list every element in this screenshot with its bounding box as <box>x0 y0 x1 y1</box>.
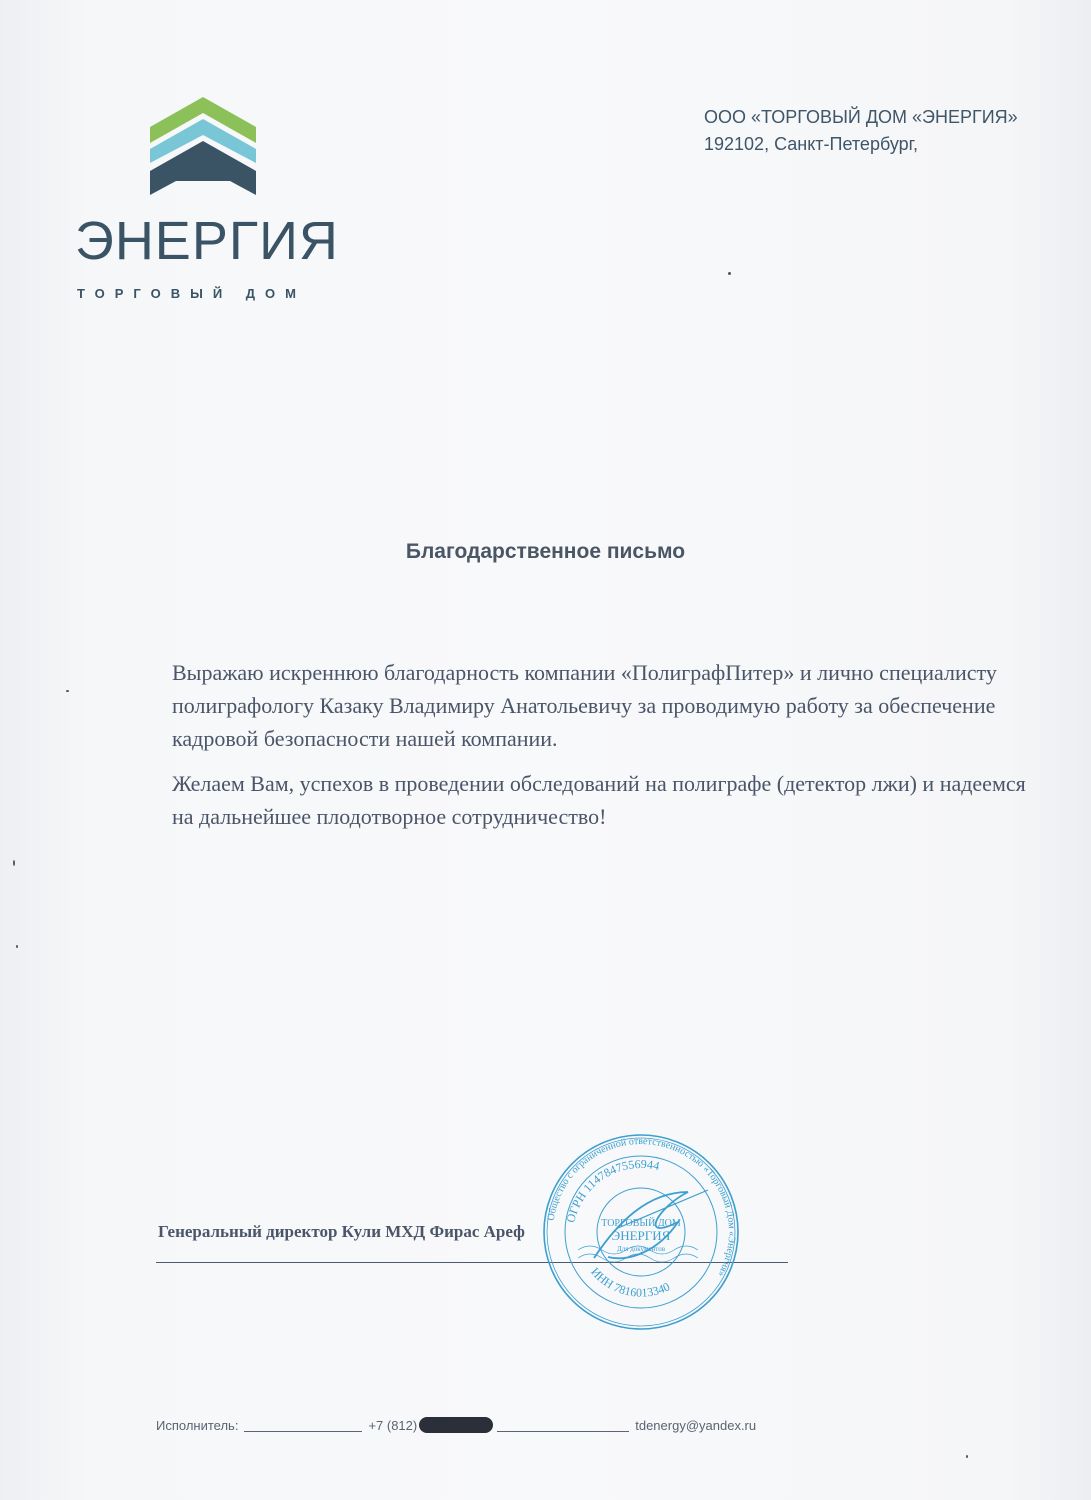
scan-speck <box>13 860 15 866</box>
stamp-outer-text: Общество с ограниченной ответственностью «Торговый Дом «Энергия» <box>545 1135 738 1279</box>
svg-text:ИНН 7816013340 <box>588 1265 672 1300</box>
company-name: ООО «ТОРГОВЫЙ ДОМ «ЭНЕРГИЯ» <box>704 107 1018 127</box>
footer-executor <box>156 1417 956 1433</box>
scan-speck <box>66 690 69 692</box>
stamp-ogrn: ОГРН 1147847556944 <box>563 1156 661 1225</box>
logo-subtitle: ТОРГОВЫЙ ДОМ <box>77 286 306 301</box>
executor-blank <box>244 1419 362 1432</box>
stamp-center-3: Для документов <box>616 1245 666 1253</box>
scan-speck <box>966 1455 968 1458</box>
scan-speck <box>728 272 731 275</box>
stamp-center-1: ТОРГОВЫЙ ДОМ <box>601 1218 681 1229</box>
redacted-phone <box>419 1417 493 1433</box>
scan-speck <box>16 945 18 948</box>
company-header <box>704 104 1018 158</box>
company-logo <box>70 92 340 312</box>
round-seal-icon <box>538 1132 744 1332</box>
letter-body <box>172 656 1052 845</box>
logo-wordmark: ЭНЕРГИЯ <box>75 211 339 271</box>
contact-email: tdenergy@yandex.ru <box>635 1417 757 1433</box>
signer-line: Генеральный директор Кули МХД Фирас Ареф <box>158 1222 525 1241</box>
body-paragraph-1: Выражаю искреннюю благодарность компании «ПолиграфПитер» и лично специалисту полиграфологу Казаку Владимиру Анатольевичу за проводимую работу за обеспечение кадровой безопасности нашей компании. <box>172 660 997 751</box>
email-blank <box>497 1419 629 1432</box>
company-stamp <box>538 1132 744 1337</box>
body-paragraph-2: Желаем Вам, успехов в проведении обследований на полиграфе (детектор лжи) и надеемся на дальнейшее плодотворное сотрудничество! <box>172 771 1026 829</box>
stamp-inn: ИНН 7816013340 <box>588 1264 672 1300</box>
company-address: 192102, Санкт-Петербург, <box>704 134 919 154</box>
executor-label: Исполнитель: <box>156 1417 239 1433</box>
phone-prefix: +7 (812) <box>368 1417 418 1433</box>
letter-title: Благодарственное письмо <box>405 540 686 563</box>
stamp-center-2: ЭНЕРГИЯ <box>611 1228 671 1243</box>
chevron-roof-icon <box>148 97 258 197</box>
